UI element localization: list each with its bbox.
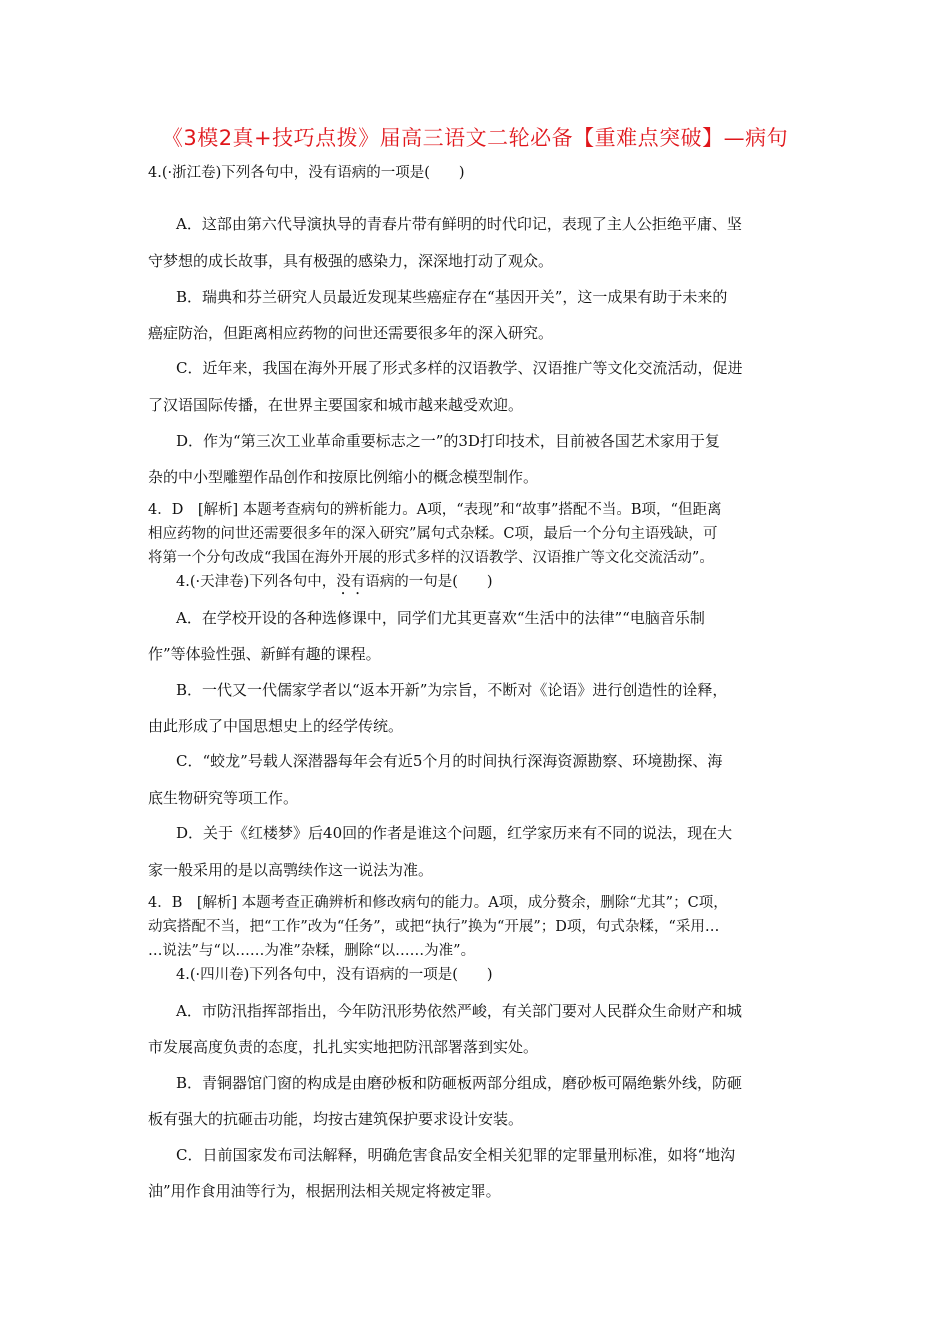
- answer-line2: 相应药物的问世还需要很多年的深入研究”属句式杂糅。C项，最后一个分句主语残缺，可: [148, 526, 718, 542]
- question-stem: [176, 570, 493, 598]
- option-b-line2: 由此形成了中国思想史上的经学传统。: [148, 717, 404, 735]
- option-c-line2: 了汉语国际传播，在世界主要国家和城市越来越受欢迎。: [148, 396, 524, 414]
- option-c-line1: C．近年来，我国在海外开展了形式多样的汉语教学、汉语推广等文化交流活动，促进: [176, 359, 743, 377]
- option-b-line1: B．瑞典和芬兰研究人员最近发现某些癌症存在“基因开关”，这一成果有助于未来的: [176, 288, 728, 306]
- option-d-line1: D．作为“第三次工业革命重要标志之一”的3D打印技术，目前被各国艺术家用于复: [176, 432, 720, 450]
- stem-suffix: 语病的一句是( ): [365, 574, 493, 590]
- option-a-line1: A．市防汛指挥部指出，今年防汛形势依然严峻，有关部门要对人民群众生命财产和城: [176, 1002, 742, 1020]
- option-c-line2: 底生物研究等项工作。: [148, 789, 299, 807]
- question-stem: 4.(·四川卷)下列各句中，没有语病的一项是( ): [176, 967, 493, 983]
- option-d-line1: D．关于《红楼梦》后40回的作者是谁这个问题，红学家历来有不同的说法，现在大: [176, 824, 733, 842]
- option-d-line2: 杂的中小型雕塑作品创作和按原比例缩小的概念模型制作。: [148, 468, 539, 486]
- option-b-line1: B．一代又一代儒家学者以“返本开新”为宗旨，不断对《论语》进行创造性的诠释，: [176, 681, 728, 699]
- answer-line1: 4．D [解析] 本题考查病句的辨析能力。A项，“表现”和“故事”搭配不当。B项，“但距离: [148, 502, 722, 518]
- answer-line2: 动宾搭配不当，把“工作”改为“任务”，或把“执行”换为“开展”；D项，句式杂糅，“采用…: [148, 919, 720, 935]
- option-a-line1: A．这部由第六代导演执导的青春片带有鲜明的时代印记，表现了主人公拒绝平庸、坚: [176, 215, 742, 233]
- document-title: 《3模2真+技巧点拨》届高三语文二轮必备【重难点突破】—病句: [161, 126, 789, 150]
- option-c-line1: C．“蛟龙”号载人深潜器每年会有近5个月的时间执行深海资源勘察、环境勘探、海: [176, 752, 723, 770]
- option-a-line2: 守梦想的成长故事，具有极强的感染力，深深地打动了观众。: [148, 252, 554, 270]
- option-a-line2: 市发展高度负责的态度，扎扎实实地把防汛部署落到实处。: [148, 1038, 539, 1056]
- option-c-line2: 油”用作食用油等行为，根据刑法相关规定将被定罪。: [148, 1182, 501, 1200]
- option-d-line2: 家一般采用的是以高鹗续作这一说法为准。: [148, 861, 434, 879]
- option-a-line2: 作”等体验性强、新鲜有趣的课程。: [148, 645, 381, 663]
- option-b-line2: 板有强大的抗砸击功能，均按古建筑保护要求设计安装。: [148, 1110, 524, 1128]
- option-b-line1: B．青铜器馆门窗的构成是由磨砂板和防砸板两部分组成，磨砂板可隔绝紫外线，防砸: [176, 1074, 743, 1092]
- question-stem: 4.(·浙江卷)下列各句中，没有语病的一项是( ): [148, 165, 465, 181]
- stem-emphasis: 没有: [336, 574, 366, 590]
- answer-line3: …说法”与“以……为准”杂糅，删除“以……为准”。: [148, 943, 476, 959]
- stem-prefix: 4.(·天津卷)下列各句中，: [176, 574, 337, 590]
- option-c-line1: C．日前国家发布司法解释，明确危害食品安全相关犯罪的定罪量刑标准，如将“地沟: [176, 1146, 736, 1164]
- answer-line3: 将第一个分句改成“我国在海外开展的形式多样的汉语教学、汉语推广等文化交流活动”。: [148, 550, 714, 566]
- option-b-line2: 癌症防治，但距离相应药物的问世还需要很多年的深入研究。: [148, 324, 554, 342]
- option-a-line1: A．在学校开设的各种选修课中，同学们尤其更喜欢“生活中的法律”“电脑音乐制: [176, 609, 705, 627]
- answer-line1: 4．B [解析] 本题考查正确辨析和修改病句的能力。A项，成分赘余，删除“尤其”；C项，: [148, 895, 728, 911]
